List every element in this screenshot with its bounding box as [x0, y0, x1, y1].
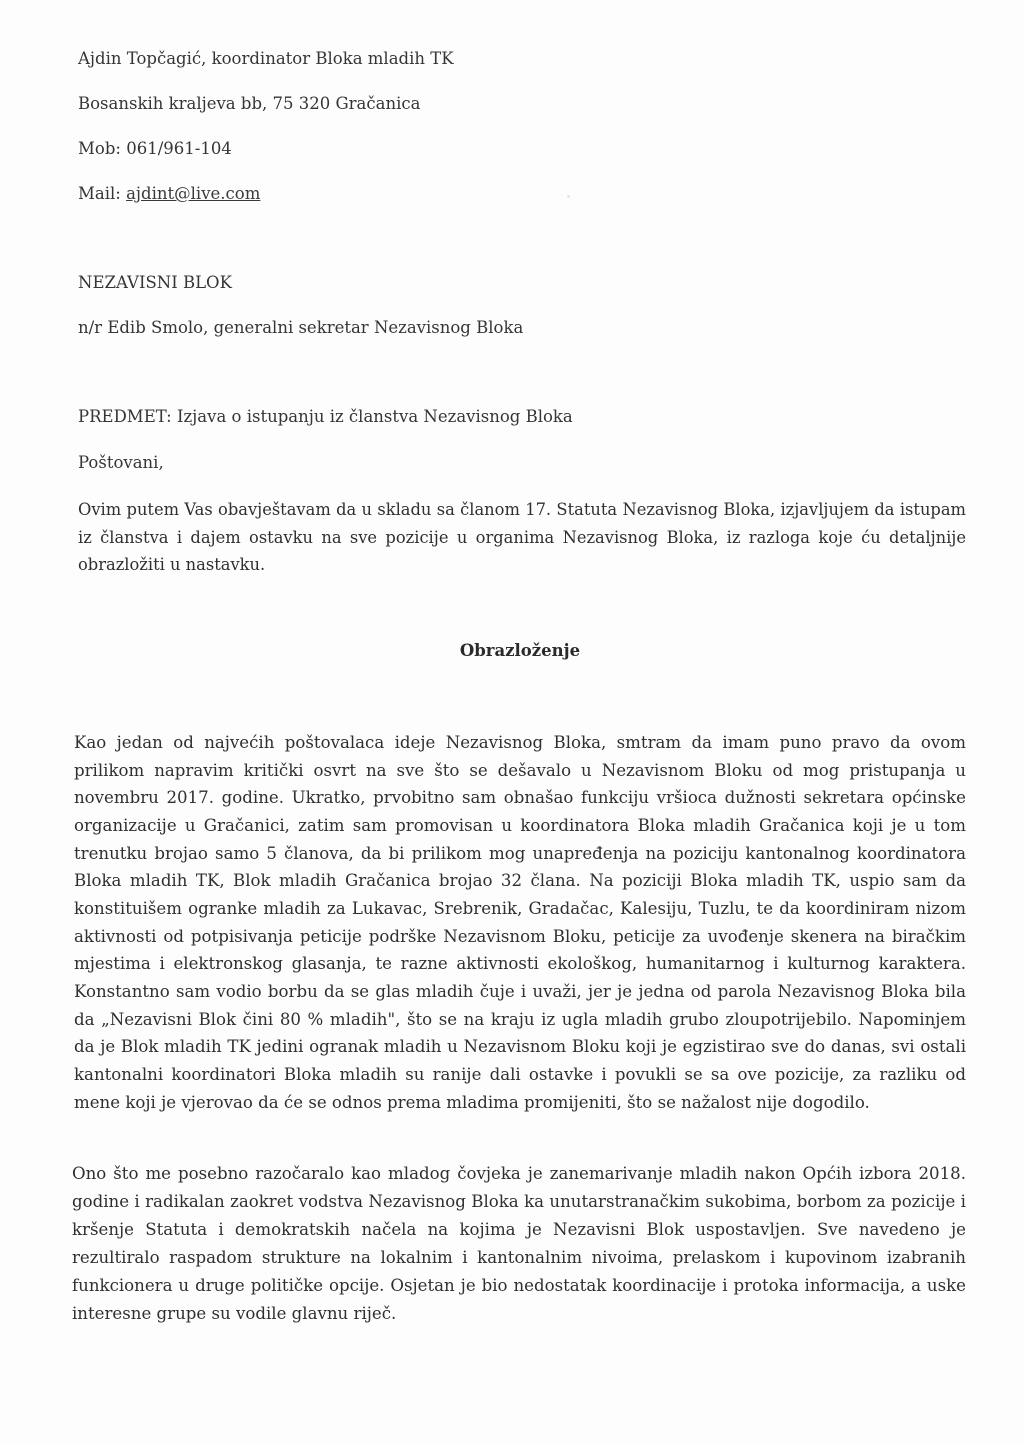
recipient-attention-line: n/r Edib Smolo, generalni sekretar Nezavisnog Bloka — [78, 318, 524, 337]
intro-paragraph: Ovim putem Vas obavještavam da u skladu sa članom 17. Statuta Nezavisnog Bloka, izjavljujem da istupam iz članstva i dajem ostavku na sve pozicije u organima Nezavisnog Bloka, iz razloga koje ću detaljnije obrazložiti u nastavku. — [78, 500, 966, 574]
sender-mail-link[interactable]: ajdint@live.com — [126, 184, 261, 203]
recipient-organization: NEZAVISNI BLOK — [78, 273, 232, 292]
subject-line: PREDMET: Izjava o istupanju iz članstva Nezavisnog Bloka — [78, 407, 573, 426]
scan-speck — [567, 195, 570, 198]
sender-mobile-line: Mob: 061/961-104 — [78, 139, 232, 158]
sender-address-line: Bosanskih kraljeva bb, 75 320 Gračanica — [78, 94, 421, 113]
section-heading: Obrazloženje — [459, 641, 581, 660]
sender-mail-label: Mail: — [78, 184, 127, 203]
body-paragraph: Ono što me posebno razočaralo kao mladog čovjeka je zanemarivanje mladih nakon Općih izbora 2018. godine i radikalan zaokret vodstva Nezavisnog Bloka ka unutarstranačkim sukobima, borbom za pozicije i kršenje Statuta i demokratskih načela na kojima je Nezavisni Blok uspostavljen. Sve navedeno je rezultiralo raspadom strukture na lokalnim i kantonalnim nivoima, prelaskom i kupovinom izabranih funkcionera u druge političke opcije. Osjetan je bio nedostatak koordinacije i protoka informacija, a uske interesne grupe su vodile glavnu riječ. — [72, 1164, 966, 1323]
sender-name-line: Ajdin Topčagić, koordinator Bloka mladih TK — [78, 49, 454, 68]
sender-mail-line — [78, 183, 260, 205]
body-paragraph: Kao jedan od najvećih poštovalaca ideje Nezavisnog Bloka, smtram da imam puno pravo da ovom prilikom napravim kritički osvrt na sve što se dešavalo u Nezavisnom Bloku od mog pristupanja u novembru 2017. godine. Ukratko, prvobitno sam obnašao funkciju vršioca dužnosti sekretara općinske organizacije u Gračanici, zatim sam promovisan u koordinatora Bloka mladih Gračanica koji je u tom trenutku brojao samo 5 članova, da bi prilikom mog unapređenja na poziciju kantonalnog koordinatora Bloka mladih TK, Blok mladih Gračanica brojao 32 člana. Na poziciji Bloka mladih TK, uspio sam da konstituišem ogranke mladih za Lukavac, Srebrenik, Gradačac, Kalesiju, Tuzlu, te da koordiniram nizom aktivnosti od potpisivanja peticije podrške Nezavisnom Bloku, peticije za uvođenje skenera na biračkim mjestima i elektronskog glasanja, te razne aktivnosti ekološkog, humanitarnog i kulturnog karaktera. Konstantno sam vodio borbu da se glas mladih čuje i uvaži, jer je jedna od parola Nezavisnog Bloka bila da „Nezavisni Blok čini 80 % mladih", što se na kraju iz ugla mladih grubo zloupotrijebilo. Napominjem da je Blok mladih TK jedini ogranak mladih u Nezavisnom Bloku koji je egzistirao sve do danas, svi ostali kantonalni koordinatori Bloka mladih su ranije dali ostavke i povukli se sa ove pozicije, za razliku od mene koji je vjerovao da će se odnos prema mladima promijeniti, što se nažalost nije dogodilo. — [74, 733, 966, 1112]
greeting: Poštovani, — [78, 453, 164, 472]
